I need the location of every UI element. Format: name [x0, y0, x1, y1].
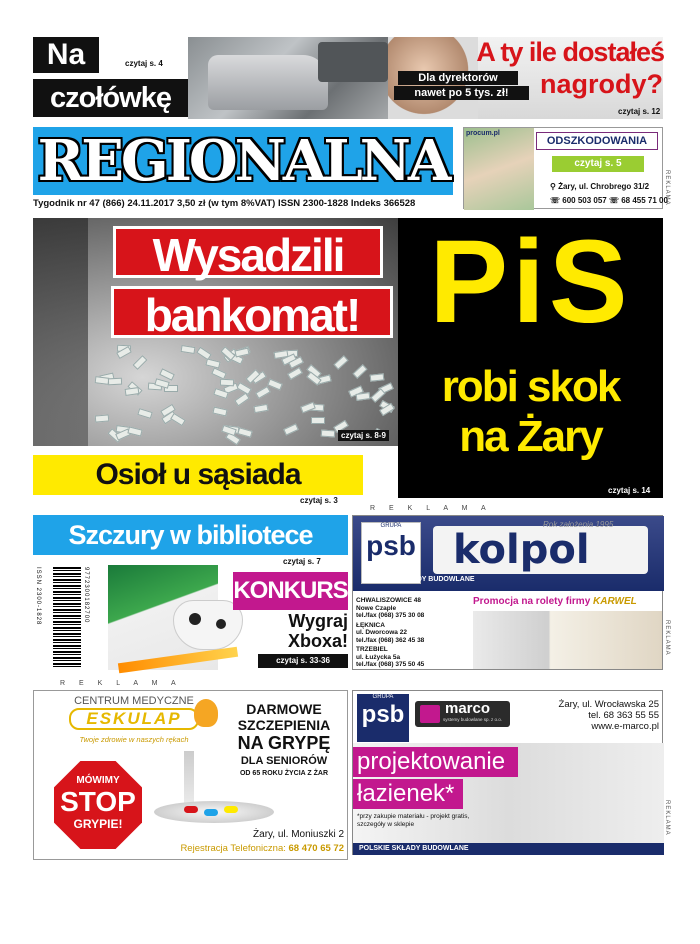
- marco-logo: marco systemy budowlane sp. z o.o.: [415, 701, 510, 727]
- story-osiol-see: czytaj s. 3: [300, 496, 338, 505]
- teaser-nagrody-sub1: Dla dyrektorów: [398, 71, 518, 85]
- ad-odsz-address: ⚲ Żary, ul. Chrobrego 31/2: [550, 182, 650, 191]
- location-pin-icon: ⚲: [550, 182, 556, 191]
- marco-m-icon: [420, 705, 440, 723]
- banknote: [211, 367, 227, 379]
- banknote: [284, 423, 300, 435]
- masthead[interactable]: [33, 127, 453, 195]
- psb-logo-marco: GRUPA psb: [357, 694, 409, 742]
- banknote: [220, 378, 234, 386]
- story-bankomat-see: czytaj s. 8-9: [338, 430, 389, 441]
- story-pis[interactable]: [398, 218, 663, 498]
- konkurs-line3: Xboxa!: [287, 631, 348, 651]
- banknote: [108, 378, 122, 386]
- story-bankomat[interactable]: [33, 218, 398, 446]
- story-pis-line3: na Żary: [459, 412, 602, 461]
- blinds-room-image: [473, 611, 662, 669]
- banknote: [355, 392, 370, 401]
- eskulap-registration: Rejestracja Telefoniczna: 68 470 65 72: [180, 843, 344, 854]
- issn-vertical: ISSN 2300-1828: [35, 567, 41, 626]
- teaser-nagrody-headline1: A ty ile dostałeś: [476, 37, 664, 67]
- teaser-czolowke-line1: Na: [33, 37, 99, 73]
- banknote: [132, 355, 147, 370]
- story-szczury-see: czytaj s. 7: [283, 557, 321, 566]
- ad-odsz-title: ODSZKODOWANIA: [536, 132, 658, 150]
- ad-odsz-phones: ☏ 600 503 057 ☏ 68 455 71 00: [550, 196, 668, 205]
- story-pis-see: czytaj s. 14: [608, 486, 651, 495]
- photo-shadow: [33, 218, 88, 446]
- kolpol-loc0-town: CHWALISZOWICE 48: [356, 597, 422, 604]
- eskulap-figure-icon: [194, 699, 218, 727]
- teaser-nagrody[interactable]: [388, 37, 663, 119]
- banknote: [171, 413, 187, 426]
- ad-odsz-site: procum.pl: [466, 130, 500, 137]
- kolpol-since: Rok założenia 1995: [543, 520, 614, 529]
- banknote: [253, 404, 268, 413]
- eskulap-headline: DARMOWE SZCZEPIENIA NA GRYPĘ DLA SENIORÓW OD 65 ROKU ŻYCIA Z ŻAR: [237, 701, 331, 777]
- psb-logo-kolpol: GRUPA psb: [361, 522, 421, 584]
- konkurs-line1: KONKURS: [233, 572, 348, 610]
- story-bankomat-line1: Wysadzili: [113, 226, 383, 278]
- kolpol-locations: CHWALISZOWICE 48 Nowe Czaple tel./fax (068) 375 30 08 ŁĘKNICA ul. Dworcowa 22 tel./fax (068) 362 45 38 TRZEBIEL ul. Łużycka 5a tel./fax (068) 375 50 45: [353, 594, 471, 669]
- barcode-icon: [53, 567, 81, 667]
- banknote: [255, 386, 271, 399]
- banknote: [127, 427, 142, 437]
- kolpol-loc1-town: ŁĘKNICA: [356, 621, 385, 629]
- second-car-shape: [318, 42, 388, 82]
- ad-eskulap[interactable]: [33, 690, 348, 860]
- ad-kolpol[interactable]: [352, 515, 663, 670]
- kolpol-promo: Promocja na rolety firmy KARWEL: [473, 596, 637, 607]
- banknote: [137, 408, 152, 419]
- banknote: [300, 401, 316, 413]
- marco-headline2: łazienek*: [353, 779, 463, 809]
- masthead-title: REGIONALNA: [37, 128, 449, 194]
- teaser-czolowke-see: czytaj s. 4: [125, 59, 163, 68]
- banknote: [181, 345, 196, 354]
- kolpol-loc2-town: TRZEBIEL: [356, 646, 388, 653]
- banknote: [370, 373, 385, 381]
- eskulap-motto: Twoje zdrowie w naszych rękach: [79, 735, 189, 744]
- marco-note: *przy zakupie materiału - projekt gratis, szczegóły w sklepie: [357, 813, 470, 828]
- barcode-area: [33, 565, 53, 670]
- story-pis-line1: PiS: [429, 216, 632, 348]
- konkurs-see: czytaj s. 33-36: [258, 654, 348, 668]
- issue-line: Tygodnik nr 47 (866) 24.11.2017 3,50 zł (w tym 8%VAT) ISSN 2300-1828 Indeks 366528: [33, 198, 416, 209]
- story-szczury[interactable]: [33, 515, 348, 670]
- eskulap-center: CENTRUM MEDYCZNE: [74, 695, 194, 707]
- ad-odsz-see: czytaj s. 5: [552, 156, 644, 172]
- marco-headline1: projektowanie: [353, 747, 518, 777]
- story-pis-line2: robi skok: [441, 362, 620, 411]
- reklama-vertical-marco: REKLAMA: [664, 800, 670, 836]
- ad-marco[interactable]: [352, 690, 663, 855]
- banknote: [311, 417, 325, 424]
- kolpol-tagline: POLSKIE SKŁADY BUDOWLANE: [365, 576, 475, 583]
- teaser-nagrody-sub2: nawet po 5 tys. zł!: [394, 86, 529, 100]
- banknote: [321, 429, 335, 437]
- spoon-pills-image: [154, 801, 274, 823]
- stop-sign-text: MÓWIMY STOP GRYPIE!: [60, 775, 136, 831]
- crash-photo: [188, 37, 388, 119]
- banknote: [234, 348, 249, 358]
- story-osiol[interactable]: Osioł u sąsiada: [33, 455, 363, 495]
- marco-footer: POLSKIE SKŁADY BUDOWLANE: [353, 843, 664, 855]
- crashed-car-shape: [208, 55, 328, 110]
- phone-icon: ☏: [608, 196, 619, 205]
- reklama-vertical-top: REKLAMA: [664, 170, 670, 206]
- reklama-vertical-kolpol: REKLAMA: [664, 620, 670, 656]
- teaser-czolowke-line2: czołówkę: [33, 79, 188, 117]
- money-hands-image: [464, 128, 534, 210]
- teaser-czolowke[interactable]: [33, 37, 188, 119]
- banknote: [287, 367, 303, 380]
- kolpol-brand: kolpol: [453, 527, 590, 573]
- barcode-number: 9772300182700: [83, 567, 89, 624]
- banknote: [352, 364, 367, 379]
- konkurs-line2: Wygraj: [288, 611, 348, 631]
- kolpol-logo-area: [433, 526, 648, 574]
- reklama-label-bottom: R E K L A M A: [60, 680, 182, 687]
- story-bankomat-line2: bankomat!: [111, 286, 393, 338]
- reklama-label-mid: R E K L A M A: [370, 505, 492, 512]
- phone-icon: ☏: [550, 196, 561, 205]
- banknote: [212, 406, 227, 416]
- story-szczury-headline: Szczury w bibliotece: [33, 515, 348, 555]
- eskulap-logo: ESKULAP: [69, 708, 199, 730]
- banknote: [333, 355, 348, 370]
- teaser-nagrody-headline2: nagrody?: [539, 69, 663, 99]
- eskulap-address: Żary, ul. Moniuszki 2: [253, 829, 344, 840]
- teaser-nagrody-see: czytaj s. 12: [618, 107, 661, 116]
- banknote: [237, 427, 252, 438]
- marco-contact: Żary, ul. Wrocławska 25 tel. 68 363 55 55 www.e-marco.pl: [558, 699, 659, 732]
- banknote: [95, 414, 110, 422]
